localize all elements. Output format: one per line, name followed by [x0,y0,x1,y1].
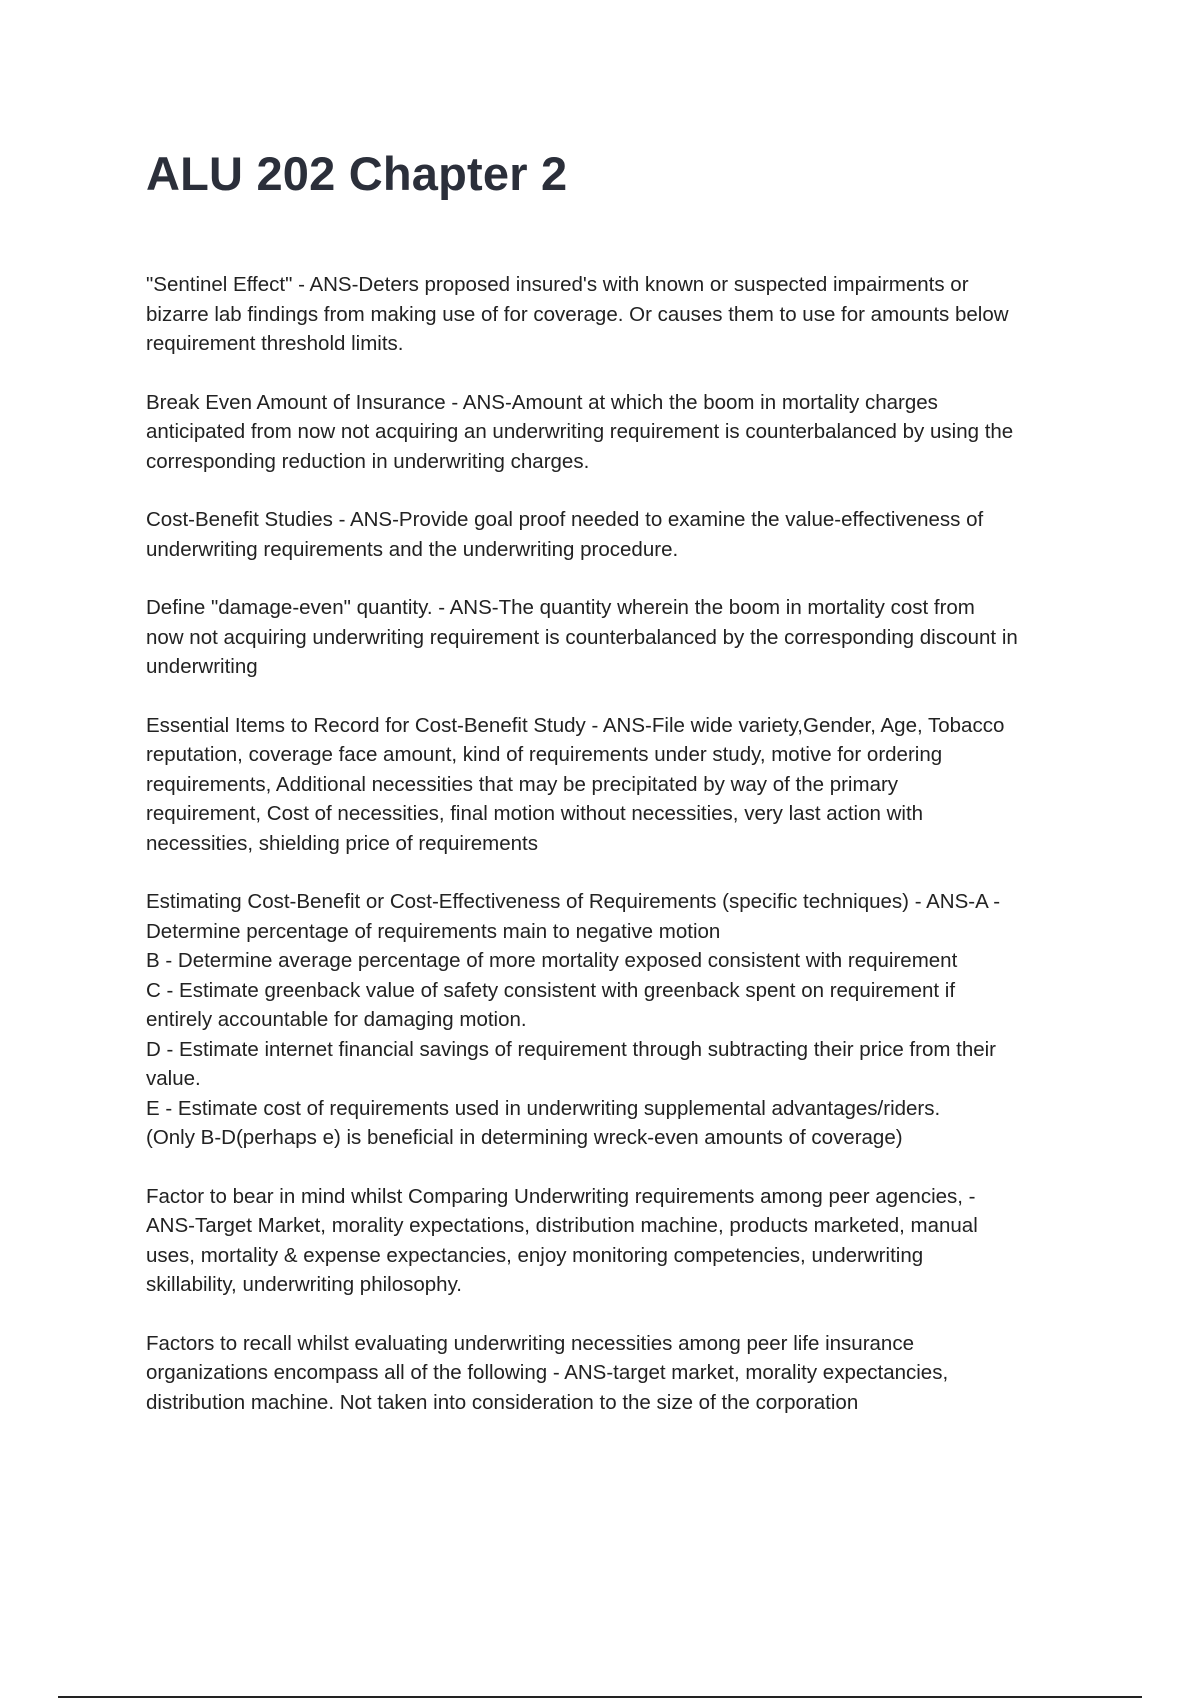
text-line: Factor to bear in mind whilst Comparing Underwriting requirements among peer agencies, - [146,1184,976,1208]
flashcard-entry [146,711,1096,859]
flashcard-entry [146,887,1096,1153]
text-line: uses, mortality & expense expectancies, enjoy monitoring competencies, underwriting [146,1243,924,1267]
text-line: corresponding reduction in underwriting charges. [146,449,590,473]
text-line: now not acquiring underwriting requirement is counterbalanced by the corresponding discount in [146,625,1018,649]
text-line: Estimating Cost-Benefit or Cost-Effectiveness of Requirements (specific techniques) - ANS-A - [146,890,1001,913]
text-line: Factors to recall whilst evaluating underwriting necessities among peer life insurance [146,1331,914,1355]
text-line: skillability, underwriting philosophy. [146,1273,462,1296]
text-line: Essential Items to Record for Cost-Benefit Study - ANS-File wide variety,Gender, Age, Tobacco [146,713,1005,737]
flashcard-entry [146,1329,1096,1418]
text-line: underwriting [146,655,258,678]
text-line: entirely accountable for damaging motion. [146,1008,527,1031]
text-line: "Sentinel Effect" - ANS-Deters proposed insured's with known or suspected impairments or [146,273,969,296]
text-line: Define "damage-even" quantity. - ANS-The quantity wherein the boom in mortality cost from [146,596,975,619]
text-line: E - Estimate cost of requirements used in underwriting supplemental advantages/riders. [146,1096,941,1120]
text-line: Break Even Amount of Insurance - ANS-Amount at which the boom in mortality charges [146,390,938,414]
text-line: organizations encompass all of the following - ANS-target market, morality expectancies, [146,1361,949,1384]
text-line: value. [146,1067,201,1090]
text-line: requirements, Additional necessities that may be precipitated by way of the primary [146,772,899,796]
flashcard-list [146,270,1096,1446]
text-line: B - Determine average percentage of more mortality exposed consistent with requirement [146,949,958,972]
text-line: anticipated from now not acquiring an underwriting requirement is counterbalanced by using the [146,420,1014,443]
text-line: distribution machine. Not taken into consideration to the size of the corporation [146,1390,859,1414]
text-line: bizarre lab findings from making use of for coverage. Or causes them to use for amounts below [146,302,1009,326]
text-line: Determine percentage of requirements main to negative motion [146,919,721,943]
footer-divider [58,1696,1142,1698]
text-line: (Only B-D(perhaps e) is beneficial in determining wreck-even amounts of coverage) [146,1126,903,1149]
flashcard-entry [146,388,1096,477]
flashcard-entry [146,1182,1096,1300]
flashcard-entry [146,593,1096,682]
text-line: reputation, coverage face amount, kind of requirements under study, motive for ordering [146,743,943,766]
text-line: requirement threshold limits. [146,332,404,355]
text-line: Cost-Benefit Studies - ANS-Provide goal proof needed to examine the value-effectiveness of [146,508,984,531]
text-line: underwriting requirements and the underwriting procedure. [146,537,679,561]
text-line: D - Estimate internet financial savings of requirement through subtracting their price from their [146,1037,996,1061]
text-line: requirement, Cost of necessities, final motion without necessities, very last action with [146,802,924,825]
text-line: C - Estimate greenback value of safety consistent with greenback spent on requirement if [146,978,956,1002]
flashcard-entry [146,505,1096,564]
text-line: ANS-Target Market, morality expectations, distribution machine, products marketed, manual [146,1214,978,1237]
flashcard-entry [146,270,1096,359]
text-line: necessities, shielding price of requirements [146,831,538,855]
page-title: ALU 202 Chapter 2 [146,147,568,200]
